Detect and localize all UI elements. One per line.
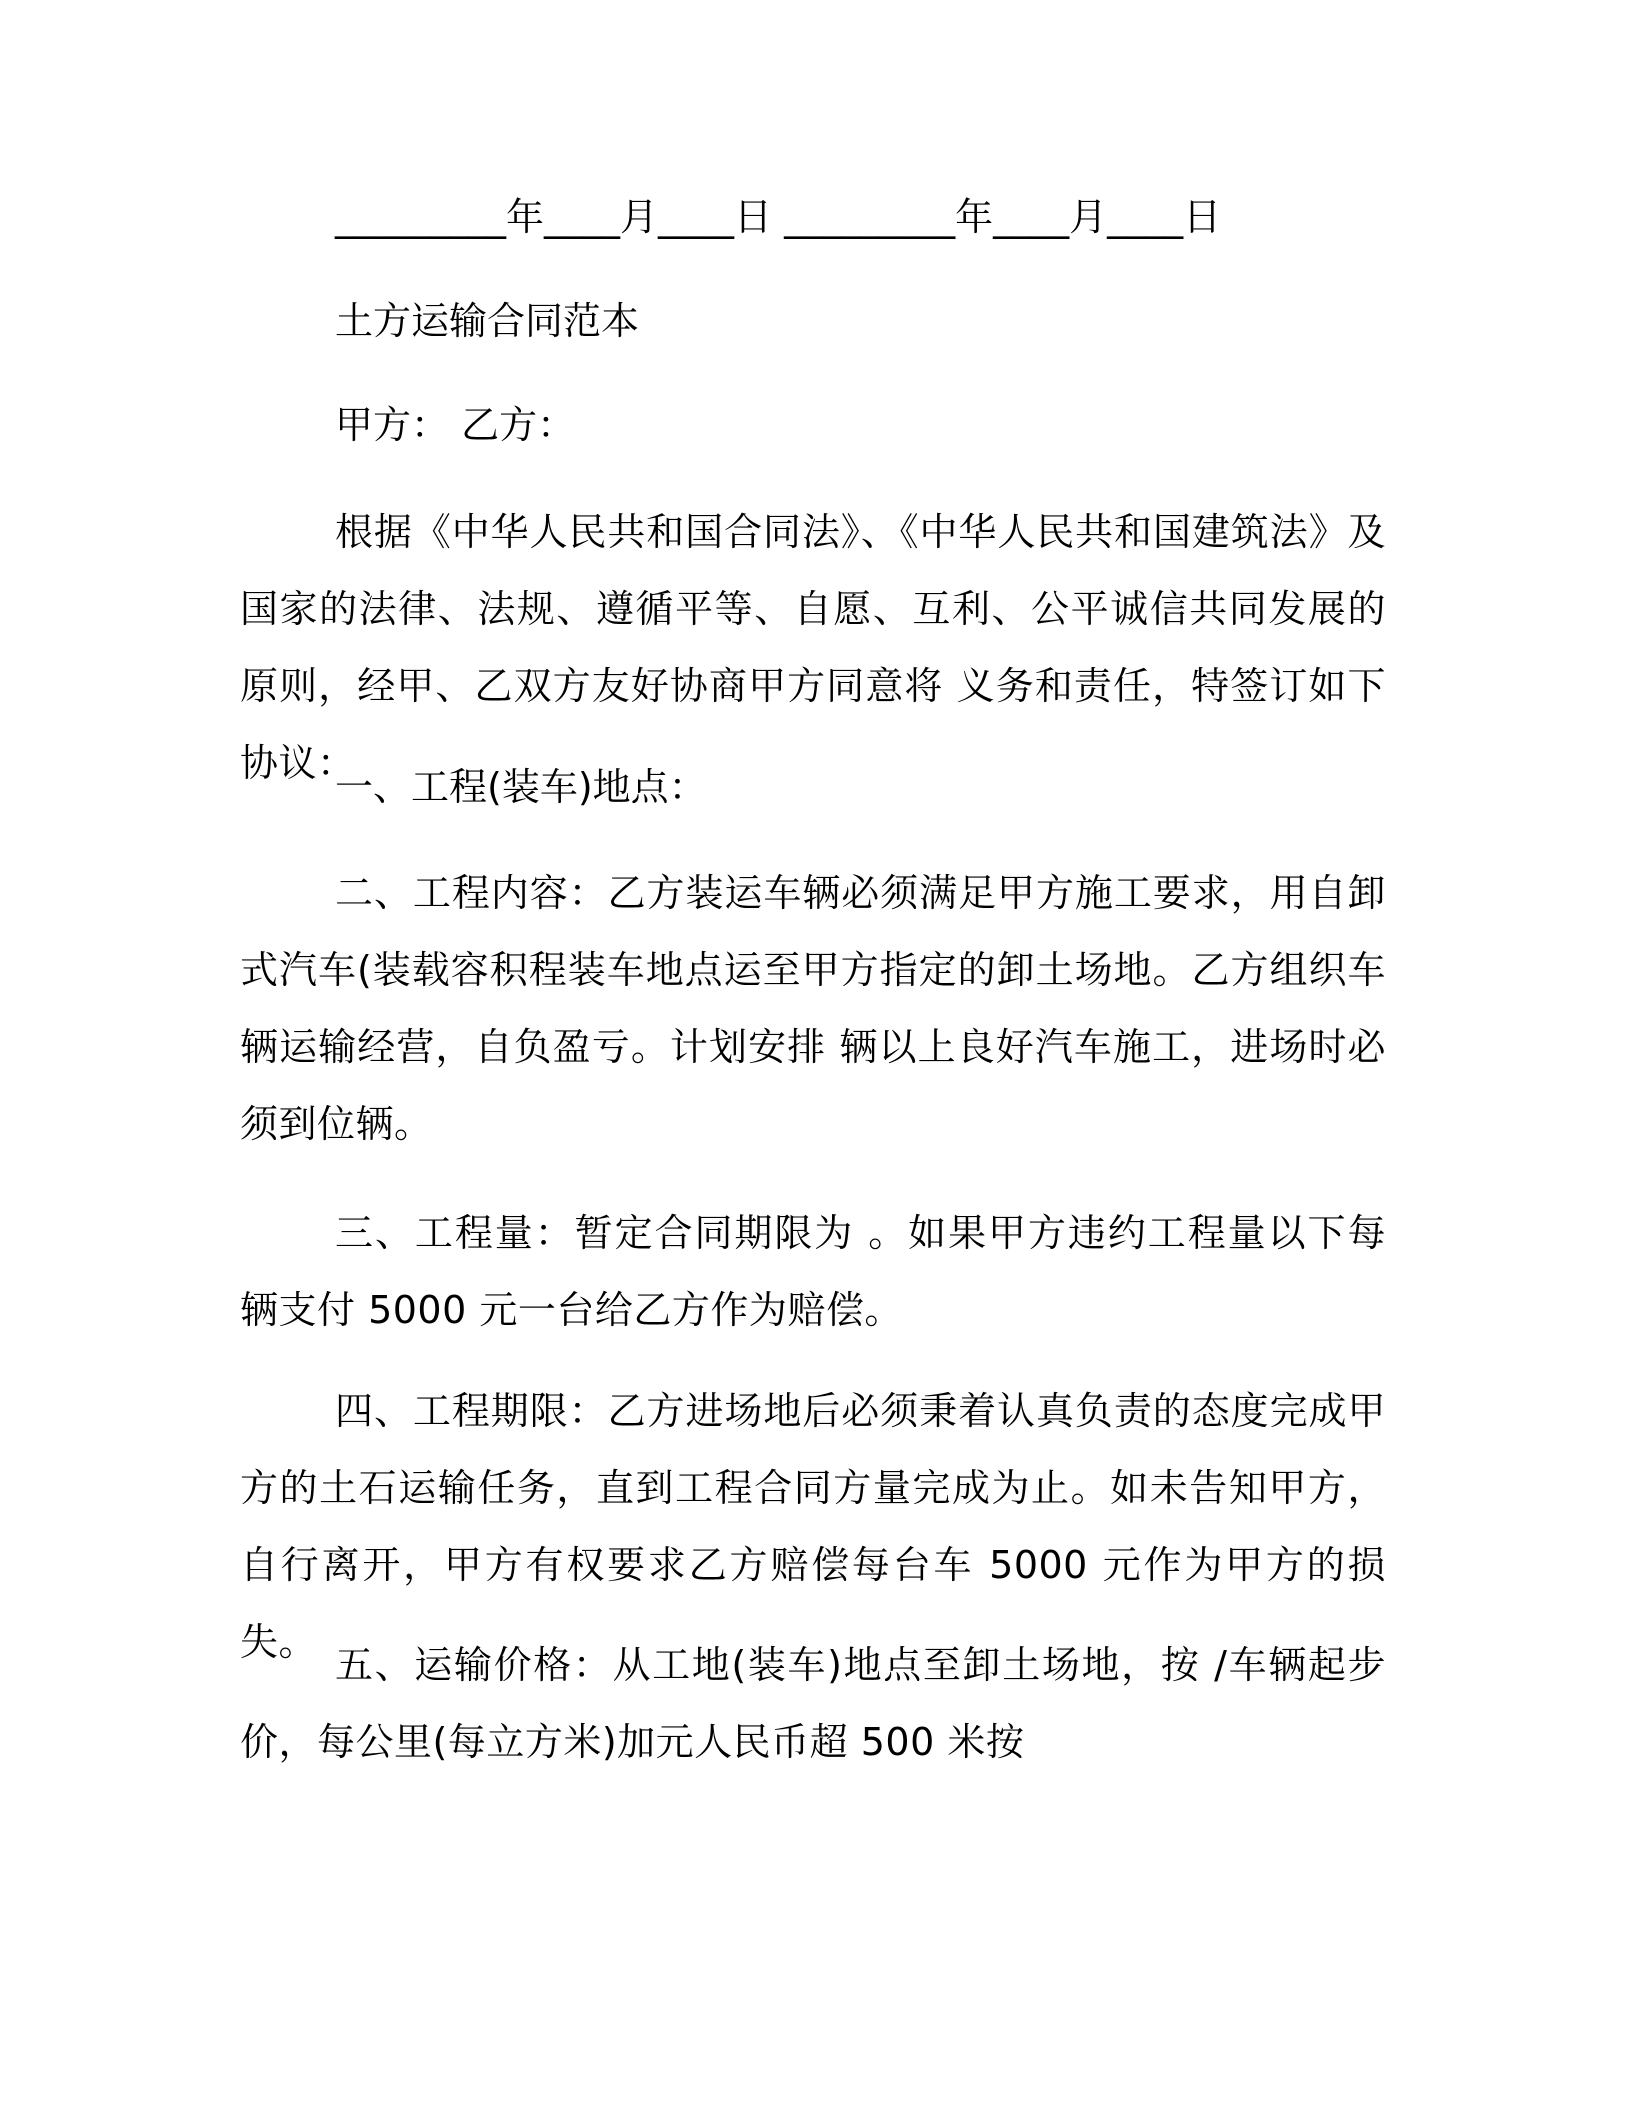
clause-3: 三、工程量：暂定合同期限为 。如果甲方违约工程量以下每辆支付 5000 元一台给乙方作为赔偿。	[240, 1211, 1386, 1332]
clause-4: 四、工程期限：乙方进场地后必须秉着认真负责的态度完成甲方的土石运输任务，直到工程合同方量完成为止。如未告知甲方，自行离开，甲方有权要求乙方赔偿每台车 5000 元作为甲方的损失。	[240, 1389, 1386, 1664]
parties-line: 甲方： 乙方：	[335, 403, 576, 447]
clause-2: 二、工程内容：乙方装运车辆必须满足甲方施工要求，用自卸式汽车(装载容积程装车地点运至甲方指定的卸土场地。乙方组织车辆运输经营，自负盈亏。计划安排 辆以上良好汽车施工，进场时必须到位辆。	[240, 871, 1386, 1146]
clause-5: 五、运输价格：从工地(装车)地点至卸土场地，按 /车辆起步价，每公里(每立方米)加元人民币超 500 米按	[240, 1643, 1386, 1764]
clause-1: 一、工程(装车)地点：	[335, 765, 707, 809]
document-title: 土方运输合同范本	[335, 299, 640, 343]
date-line: _________年____月____日 _________年____月____日	[335, 195, 1222, 239]
intro-paragraph: 根据《中华人民共和国合同法》、《中华人民共和国建筑法》及国家的法律、法规、遵循平等、自愿、互利、公平诚信共同发展的原则，经甲、乙双方友好协商甲方同意将 义务和责任，特签订如下协议：	[240, 510, 1386, 785]
